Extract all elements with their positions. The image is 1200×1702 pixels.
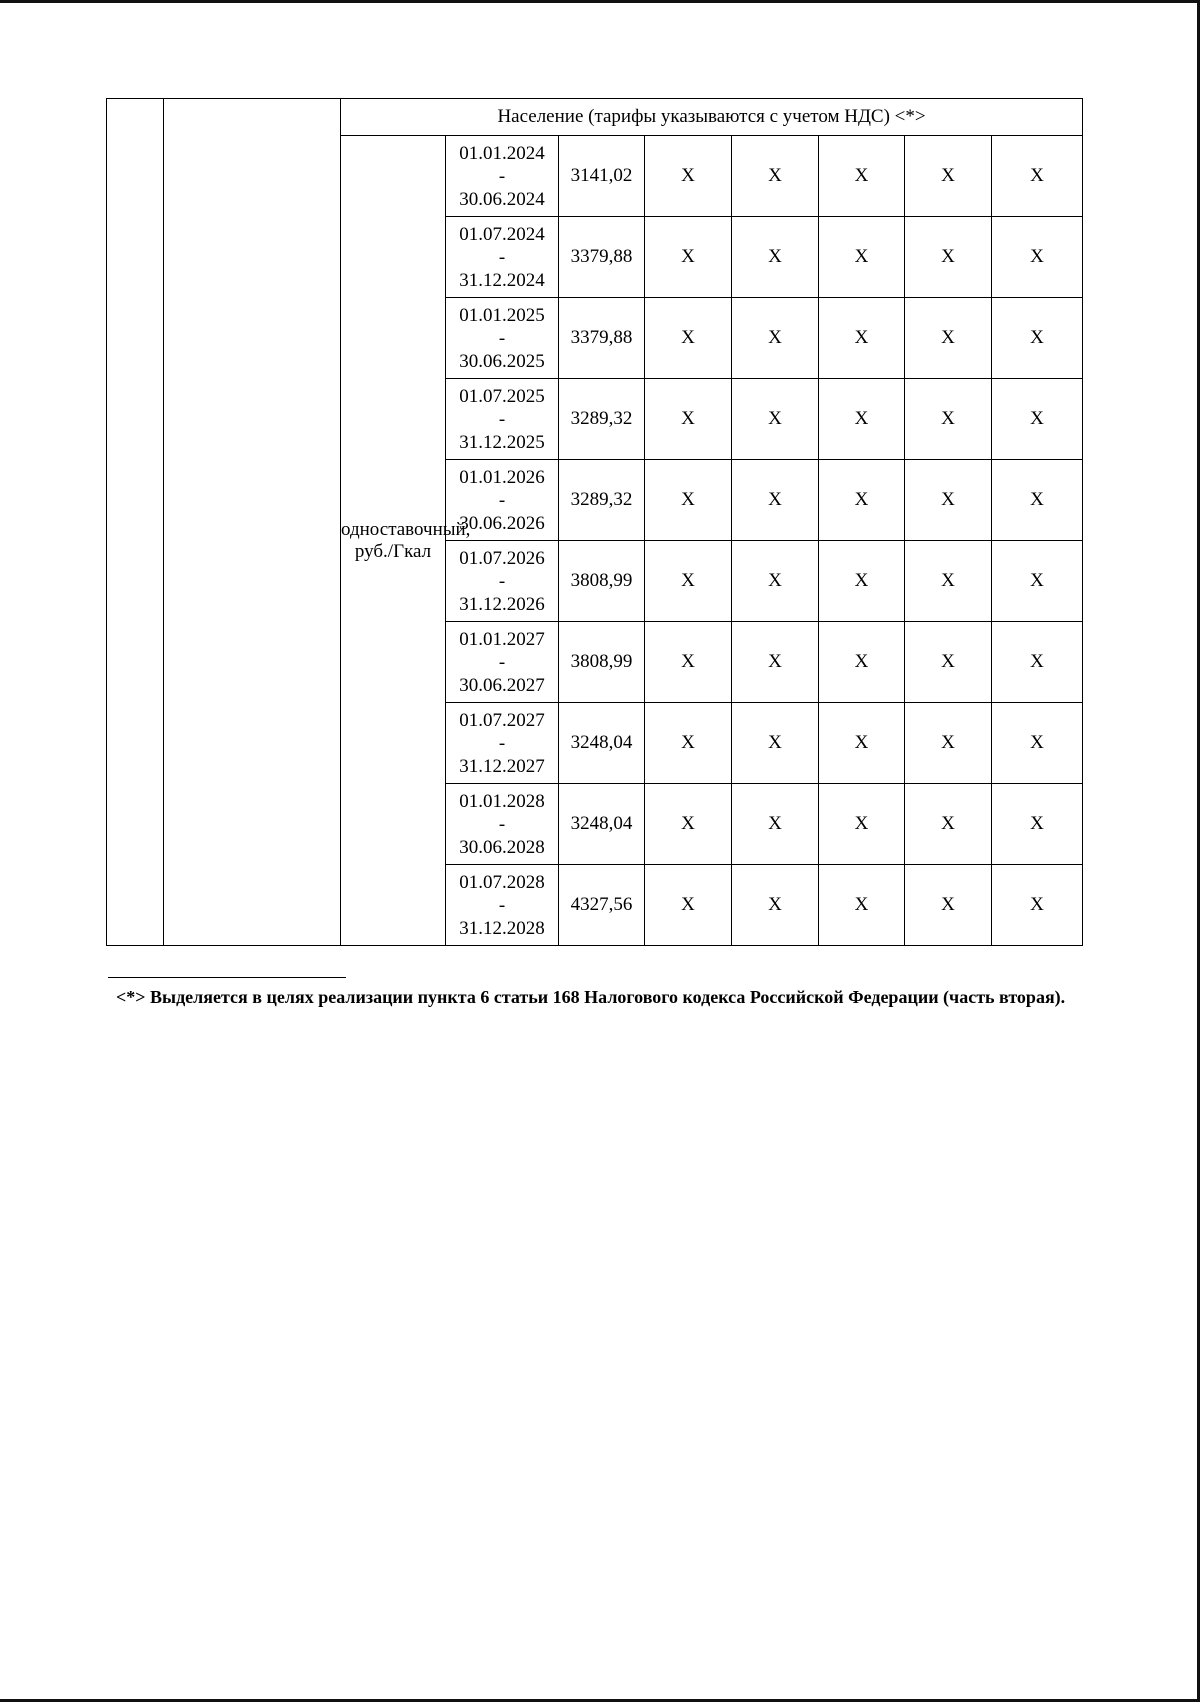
not-applicable-cell: X <box>905 136 992 217</box>
period-to: 30.06.2026 <box>459 512 545 534</box>
footnote-rule <box>108 977 346 978</box>
tariff-value-cell: 3289,32 <box>559 379 645 460</box>
not-applicable-cell: X <box>819 379 905 460</box>
period-to: 31.12.2027 <box>459 755 545 777</box>
not-applicable-cell: X <box>905 784 992 865</box>
page-edge-top <box>0 0 1200 3</box>
not-applicable-cell: X <box>905 379 992 460</box>
not-applicable-cell: X <box>905 622 992 703</box>
period-from: 01.07.2026 <box>459 547 545 569</box>
not-applicable-cell: X <box>992 298 1083 379</box>
not-applicable-cell: X <box>645 379 732 460</box>
period-to: 30.06.2024 <box>459 188 545 210</box>
empty-organization-cell <box>164 99 341 946</box>
period-from: 01.01.2027 <box>459 628 545 650</box>
empty-number-cell <box>107 99 164 946</box>
period-cell <box>446 298 559 379</box>
period-to: 30.06.2025 <box>459 350 545 372</box>
section-header-row <box>107 99 1083 136</box>
tariff-value-cell: 3141,02 <box>559 136 645 217</box>
not-applicable-cell: X <box>819 298 905 379</box>
period-cell <box>446 541 559 622</box>
period-sep: - <box>498 246 506 268</box>
not-applicable-cell: X <box>732 460 819 541</box>
not-applicable-cell: X <box>992 379 1083 460</box>
not-applicable-cell: X <box>732 379 819 460</box>
not-applicable-cell: X <box>905 865 992 946</box>
tariff-value-cell: 3248,04 <box>559 784 645 865</box>
period-to: 30.06.2028 <box>459 836 545 858</box>
period-cell <box>446 865 559 946</box>
period-sep: - <box>498 894 506 916</box>
tariff-value-cell: 3248,04 <box>559 703 645 784</box>
not-applicable-cell: X <box>732 703 819 784</box>
period-sep: - <box>498 489 506 511</box>
not-applicable-cell: X <box>645 298 732 379</box>
not-applicable-cell: X <box>819 136 905 217</box>
not-applicable-cell: X <box>992 865 1083 946</box>
not-applicable-cell: X <box>732 136 819 217</box>
period-to: 30.06.2027 <box>459 674 545 696</box>
not-applicable-cell: X <box>992 622 1083 703</box>
period-cell <box>446 622 559 703</box>
period-from: 01.07.2025 <box>459 385 545 407</box>
not-applicable-cell: X <box>992 784 1083 865</box>
not-applicable-cell: X <box>819 622 905 703</box>
not-applicable-cell: X <box>992 217 1083 298</box>
not-applicable-cell: X <box>645 460 732 541</box>
not-applicable-cell: X <box>732 784 819 865</box>
not-applicable-cell: X <box>732 217 819 298</box>
not-applicable-cell: X <box>905 541 992 622</box>
not-applicable-cell: X <box>905 298 992 379</box>
not-applicable-cell: X <box>732 865 819 946</box>
period-cell <box>446 784 559 865</box>
tariff-value-cell: 3379,88 <box>559 217 645 298</box>
not-applicable-cell: X <box>819 784 905 865</box>
period-from: 01.01.2026 <box>459 466 545 488</box>
period-to: 31.12.2026 <box>459 593 545 615</box>
period-sep: - <box>498 408 506 430</box>
not-applicable-cell: X <box>645 784 732 865</box>
tariff-table-body <box>107 99 1083 946</box>
period-cell <box>446 136 559 217</box>
not-applicable-cell: X <box>905 217 992 298</box>
not-applicable-cell: X <box>732 622 819 703</box>
not-applicable-cell: X <box>645 136 732 217</box>
period-from: 01.07.2027 <box>459 709 545 731</box>
not-applicable-cell: X <box>819 217 905 298</box>
period-to: 31.12.2024 <box>459 269 545 291</box>
period-sep: - <box>498 165 506 187</box>
not-applicable-cell: X <box>992 703 1083 784</box>
not-applicable-cell: X <box>992 460 1083 541</box>
period-from: 01.01.2028 <box>459 790 545 812</box>
period-sep: - <box>498 327 506 349</box>
not-applicable-cell: X <box>732 298 819 379</box>
period-cell <box>446 217 559 298</box>
not-applicable-cell: X <box>819 703 905 784</box>
tariff-value-cell: 3379,88 <box>559 298 645 379</box>
not-applicable-cell: X <box>819 541 905 622</box>
not-applicable-cell: X <box>645 865 732 946</box>
tariff-value-cell: 4327,56 <box>559 865 645 946</box>
not-applicable-cell: X <box>732 541 819 622</box>
period-cell <box>446 379 559 460</box>
period-cell <box>446 460 559 541</box>
tariff-value-cell: 3289,32 <box>559 460 645 541</box>
not-applicable-cell: X <box>645 541 732 622</box>
not-applicable-cell: X <box>819 865 905 946</box>
period-from: 01.07.2024 <box>459 223 545 245</box>
period-to: 31.12.2028 <box>459 917 545 939</box>
not-applicable-cell: X <box>645 703 732 784</box>
not-applicable-cell: X <box>992 136 1083 217</box>
period-from: 01.07.2028 <box>459 871 545 893</box>
period-sep: - <box>498 570 506 592</box>
period-sep: - <box>498 651 506 673</box>
not-applicable-cell: X <box>819 460 905 541</box>
not-applicable-cell: X <box>645 622 732 703</box>
tariff-value-cell: 3808,99 <box>559 541 645 622</box>
period-cell <box>446 703 559 784</box>
tariff-type-cell: одноставочный, руб./Гкал <box>341 136 446 946</box>
section-header: Население (тарифы указываются с учетом НДС) <*> <box>341 99 1083 136</box>
tariff-table <box>106 98 1083 946</box>
tariff-value-cell: 3808,99 <box>559 622 645 703</box>
footnote-text: <*> Выделяется в целях реализации пункта 6 статьи 168 Налогового кодекса Российской Федерации (часть вторая). <box>116 987 1066 1007</box>
not-applicable-cell: X <box>645 217 732 298</box>
not-applicable-cell: X <box>992 541 1083 622</box>
period-sep: - <box>498 813 506 835</box>
not-applicable-cell: X <box>905 703 992 784</box>
not-applicable-cell: X <box>905 460 992 541</box>
period-sep: - <box>498 732 506 754</box>
period-from: 01.01.2024 <box>459 142 545 164</box>
period-from: 01.01.2025 <box>459 304 545 326</box>
period-to: 31.12.2025 <box>459 431 545 453</box>
